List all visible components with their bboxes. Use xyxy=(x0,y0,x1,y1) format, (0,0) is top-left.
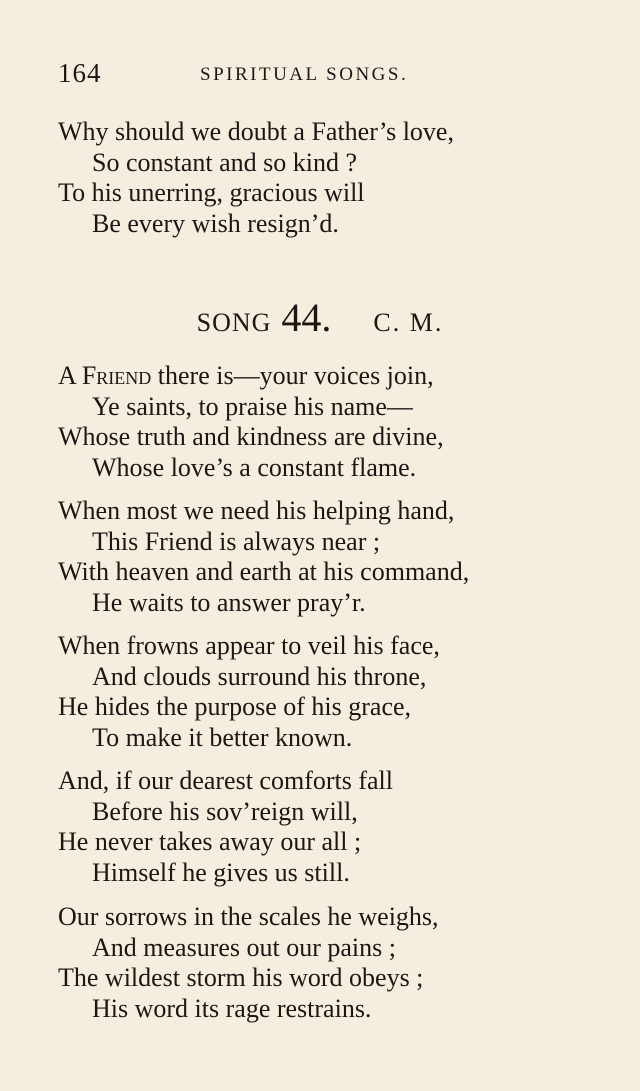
verse-line: To his unerring, gracious will xyxy=(58,178,365,208)
verse-line: And measures out our pains ; xyxy=(92,932,397,962)
verse-line: With heaven and earth at his command, xyxy=(58,557,470,587)
verse-line: Before his sov’reign will, xyxy=(92,796,358,826)
verse-line: Whose love’s a constant flame. xyxy=(92,452,417,482)
verse-line: The wildest storm his word obeys ; xyxy=(58,963,424,993)
verse-line: Whose truth and kindness are divine, xyxy=(58,422,444,452)
page-number: 164 xyxy=(58,58,102,88)
verse-line: Himself he gives us still. xyxy=(92,857,350,887)
verse-line: Ye saints, to praise his name— xyxy=(92,391,413,421)
drop-letter: A xyxy=(58,361,76,390)
stanza-2 xyxy=(58,496,469,618)
verse-line: He never takes away our all ; xyxy=(58,827,362,857)
song-number: 44. xyxy=(281,295,332,340)
verse-line: This Friend is always near ; xyxy=(92,526,381,556)
verse-line: Our sorrows in the scales he weighs, xyxy=(58,902,439,931)
verse-line xyxy=(58,361,444,392)
verse-line: Why should we doubt a Father’s love, xyxy=(58,117,454,146)
verse-line: So constant and so kind ? xyxy=(92,147,358,177)
song-heading xyxy=(0,294,640,341)
song-meter: C. M. xyxy=(373,308,444,337)
verse-line: His word its rage restrains. xyxy=(92,993,372,1023)
verse-line: When frowns appear to veil his face, xyxy=(58,631,440,660)
verse-line: And clouds surround his throne, xyxy=(92,661,427,691)
first-word-smallcaps: Friend xyxy=(81,361,152,390)
verse-line: He waits to answer pray’r. xyxy=(92,587,366,617)
verse-line: To make it better known. xyxy=(92,722,353,752)
running-head xyxy=(58,58,588,94)
verse-line: He hides the purpose of his grace, xyxy=(58,692,412,722)
verse-line: When most we need his helping hand, xyxy=(58,496,455,525)
song-label: SONG xyxy=(196,308,272,337)
stanza-3 xyxy=(58,631,440,753)
stanza-4 xyxy=(58,766,393,888)
first-line-rest: there is—your voices join, xyxy=(151,361,434,390)
stanza-1 xyxy=(58,361,444,483)
verse-line: And, if our dearest comforts fall xyxy=(58,766,394,795)
stanza-5 xyxy=(58,902,439,1024)
verse-line: Be every wish resign’d. xyxy=(92,208,339,238)
previous-song-final-stanza xyxy=(58,117,454,239)
book-title: SPIRITUAL SONGS. xyxy=(200,64,409,85)
